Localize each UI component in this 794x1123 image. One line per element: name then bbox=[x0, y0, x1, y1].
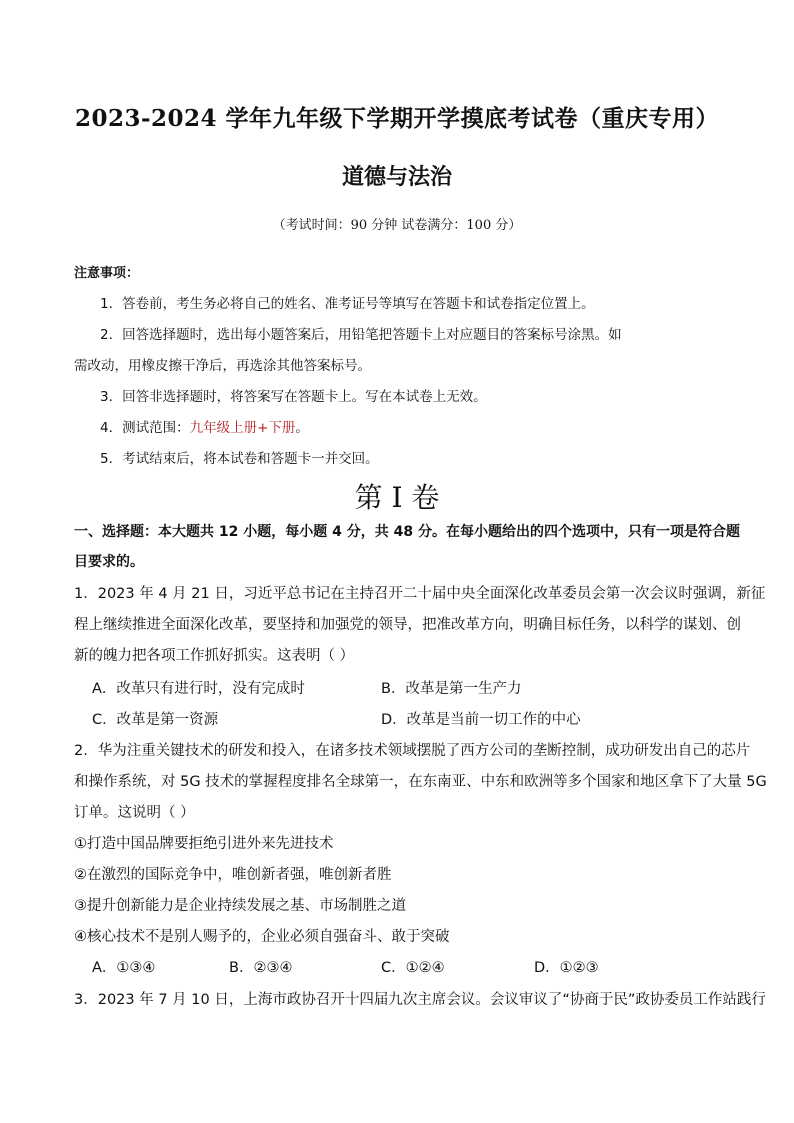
notice-item-2-line-1: 2．回答选择题时，选出每小题答案后，用铅笔把答题卡上对应题目的答案标号涂黑。如 bbox=[100, 327, 622, 343]
question-2-statement-3: ③提升创新能力是企业持续发展之基、市场制胜之道 bbox=[74, 898, 406, 914]
question-2-line-3: 订单。这说明（ ） bbox=[74, 805, 195, 821]
question-2-line-2: 和操作系统，对 5G 技术的掌握程度排名全球第一，在东南亚、中东和欧洲等多个国家和地区拿下了大量 5G bbox=[74, 774, 767, 790]
subject-title: 道德与法治 bbox=[341, 164, 452, 190]
question-1-line-1: 1．2023 年 4 月 21 日，习近平总书记在主持召开二十届中央全面深化改革委员会第一次会议时强调，新征 bbox=[74, 586, 766, 602]
question-2-option-c: C．①②④ bbox=[381, 960, 445, 976]
notice-item-2-line-2: 需改动，用橡皮擦干净后，再选涂其他答案标号。 bbox=[74, 358, 371, 374]
question-1-option-b: B．改革是第一生产力 bbox=[381, 681, 522, 697]
question-2-option-a: A．①③④ bbox=[92, 960, 156, 976]
question-1-line-3: 新的魄力把各项工作抓好抓实。这表明（ ） bbox=[74, 648, 355, 664]
notice-item-3: 3．回答非选择题时，将答案写在答题卡上。写在本试卷上无效。 bbox=[100, 389, 487, 405]
notice-item-4-prefix: 4．测试范围： bbox=[100, 420, 190, 436]
question-1-option-d: D．改革是当前一切工作的中心 bbox=[381, 712, 581, 728]
notice-heading: 注意事项： bbox=[74, 266, 140, 281]
test-range: 九年级上册+下册 bbox=[189, 420, 296, 436]
question-3-line-1: 3．2023 年 7 月 10 日，上海市政协召开十四届九次主席会议。会议审议了“协商于民”政协委员工作站践行 bbox=[74, 992, 766, 1008]
volume-title: 第 I 卷 bbox=[354, 481, 440, 514]
question-2-line-1: 2．华为注重关键技术的研发和投入，在诸多技术领域摆脱了西方公司的垄断控制，成功研发出自己的芯片 bbox=[74, 743, 751, 759]
notice-item-4 bbox=[100, 416, 309, 436]
exam-title: 2023-2024 学年九年级下学期开学摸底考试卷（重庆专用） bbox=[74, 105, 720, 132]
notice-item-4-suffix: 。 bbox=[295, 420, 309, 436]
question-2-option-b: B．②③④ bbox=[229, 960, 293, 976]
question-2-statement-2: ②在激烈的国际竞争中，唯创新者强，唯创新者胜 bbox=[74, 867, 392, 883]
section-1-line-1: 一、选择题：本大题共 12 小题，每小题 4 分，共 48 分。在每小题给出的四个选项中，只有一项是符合题 bbox=[74, 524, 740, 540]
question-1-option-a: A．改革只有进行时，没有完成时 bbox=[92, 681, 305, 697]
notice-item-5: 5．考试结束后，将本试卷和答题卡一并交回。 bbox=[100, 451, 379, 467]
question-1-line-2: 程上继续推进全面深化改革，要坚持和加强党的领导，把准改革方向，明确目标任务，以科学的谋划、创 bbox=[74, 617, 741, 633]
question-1-option-c: C．改革是第一资源 bbox=[92, 712, 219, 728]
question-2-option-d: D．①②③ bbox=[534, 960, 599, 976]
question-2-statement-4: ④核心技术不是别人赐予的，企业必须自强奋斗、敢于突破 bbox=[74, 929, 450, 945]
notice-item-1: 1．答卷前，考生务必将自己的姓名、准考证号等填写在答题卡和试卷指定位置上。 bbox=[100, 296, 595, 312]
exam-info: （考试时间：90 分钟 试卷满分：100 分） bbox=[272, 218, 522, 233]
question-2-statement-1: ①打造中国品牌要拒绝引进外来先进技术 bbox=[74, 836, 334, 852]
section-1-line-2: 目要求的。 bbox=[74, 554, 144, 570]
